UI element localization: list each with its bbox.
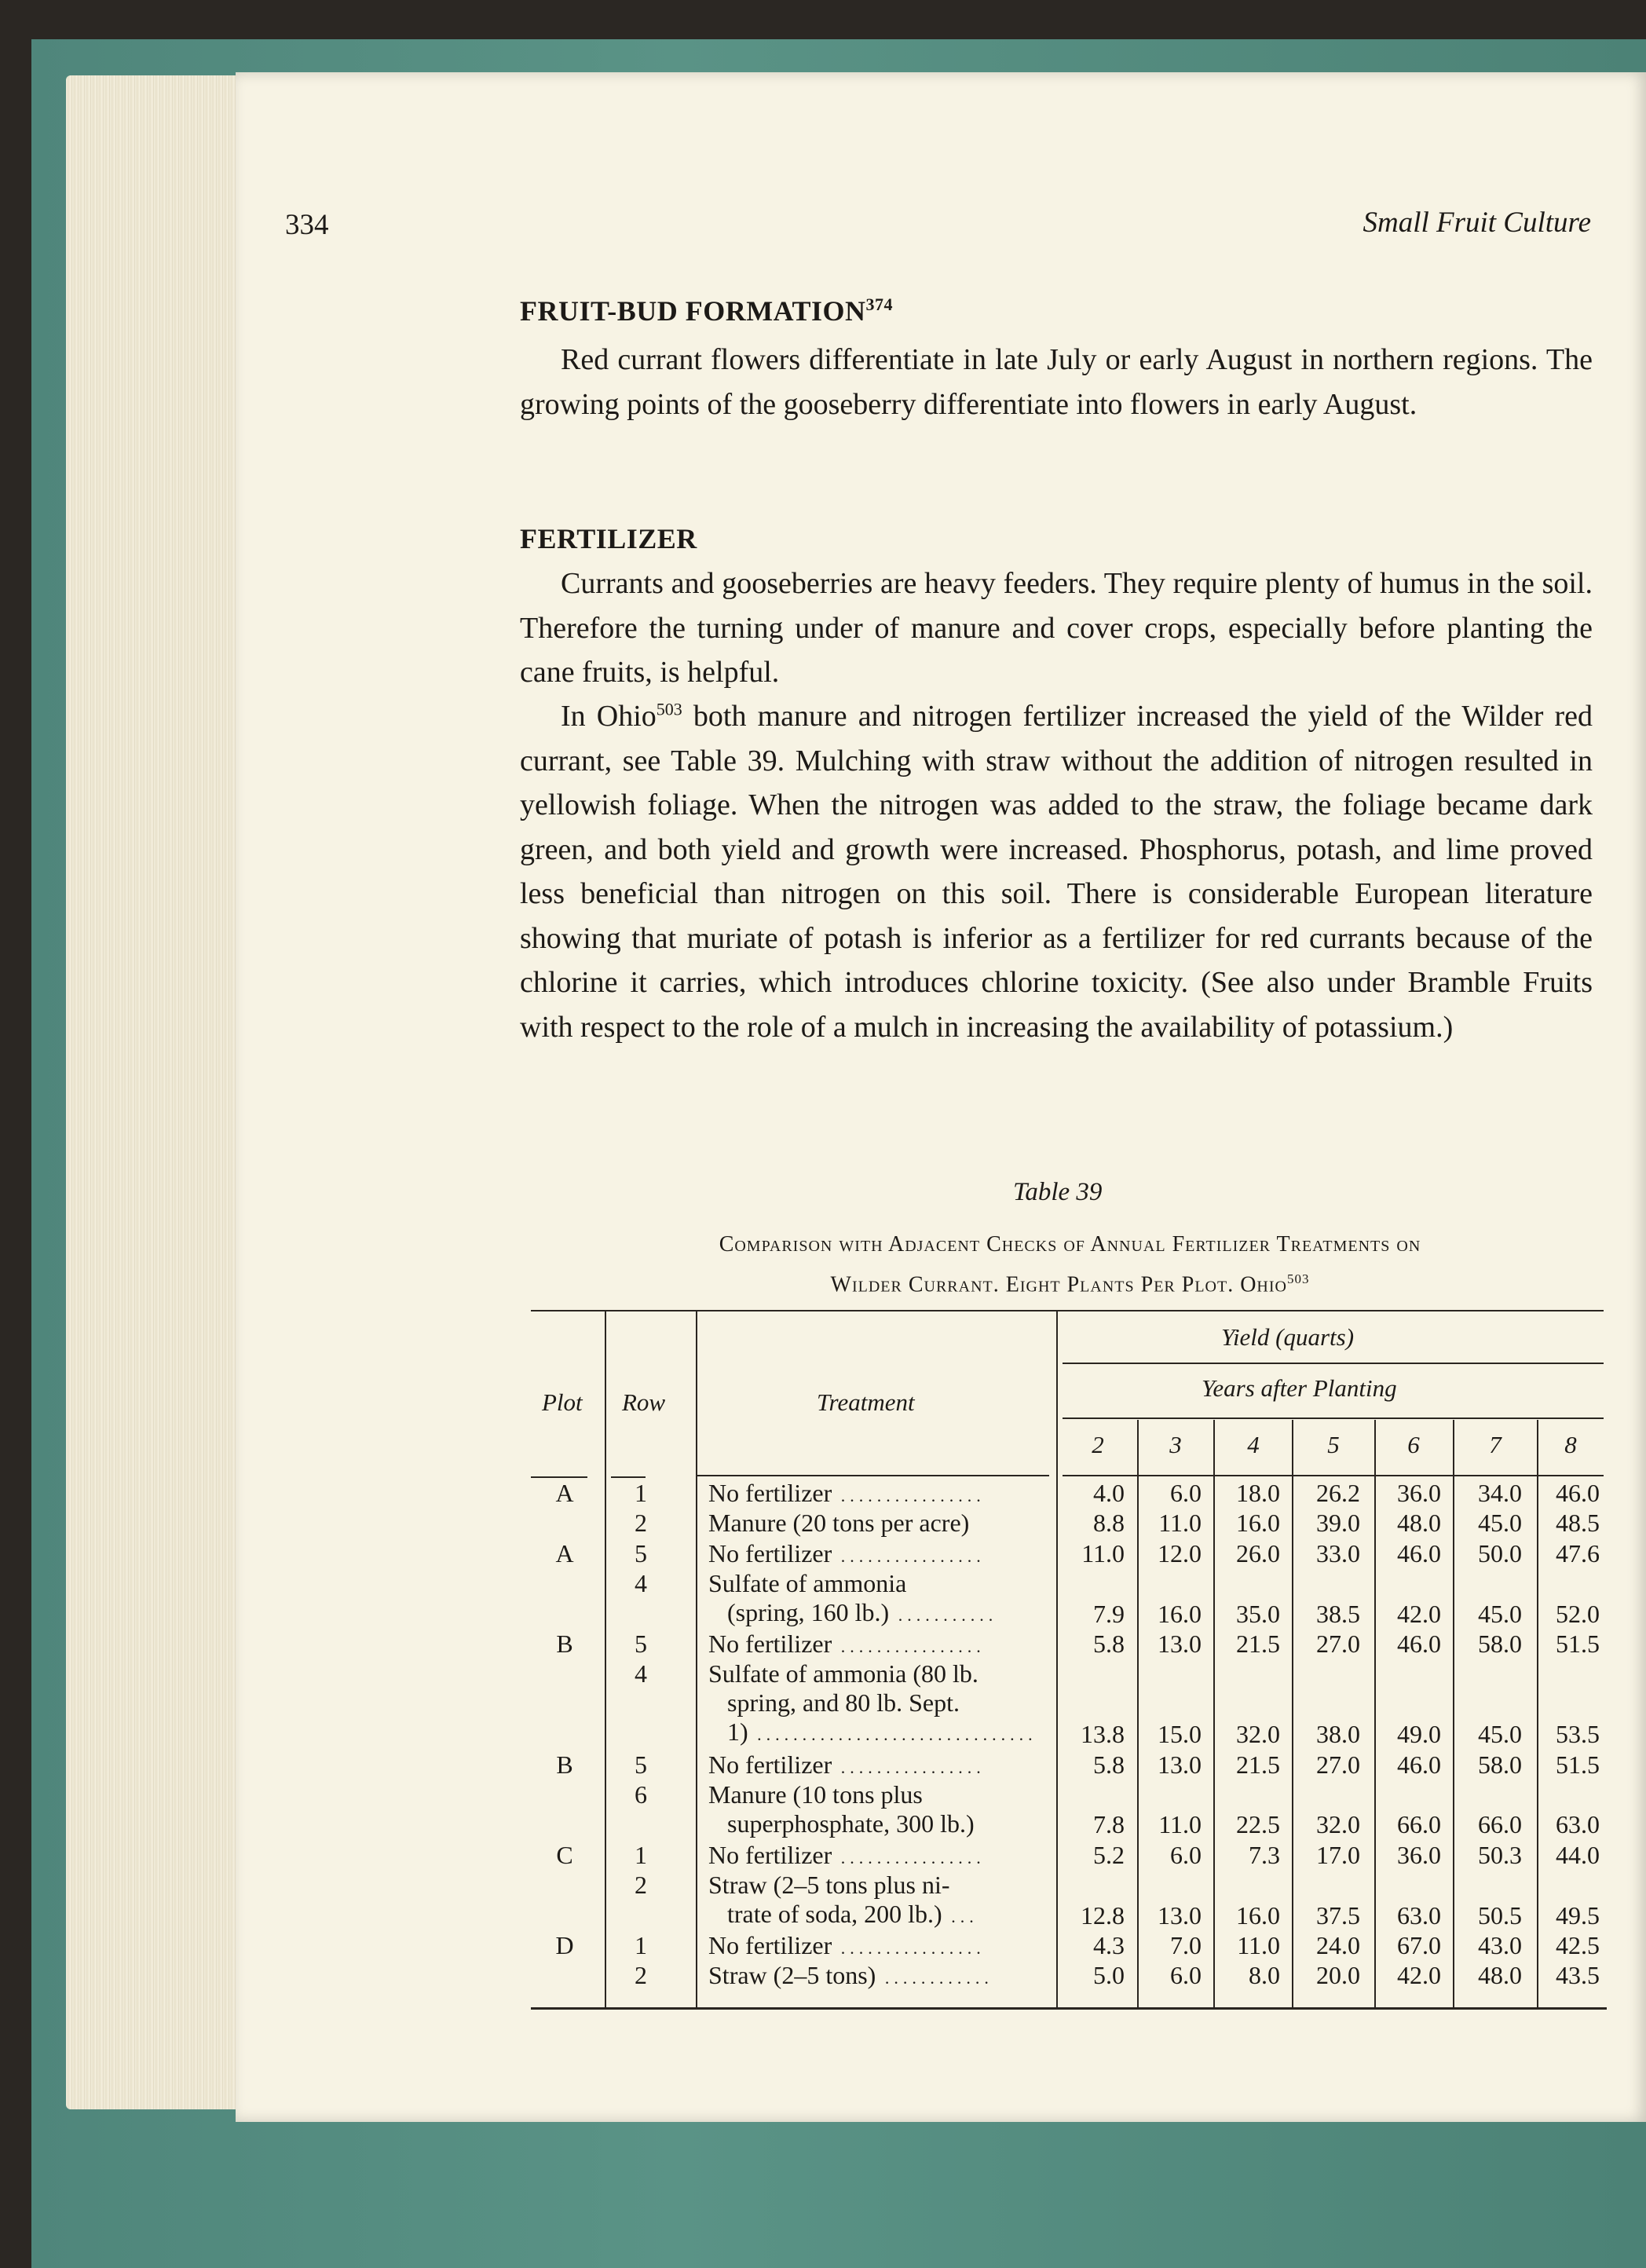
- yield-value-cell: 16.0: [1236, 1900, 1280, 1930]
- yield-value-cell: 5.8: [1093, 1750, 1125, 1779]
- yield-value-cell: 51.5: [1556, 1750, 1600, 1779]
- table-top-rule: [531, 1310, 1604, 1311]
- yield-value-cell: 35.0: [1236, 1599, 1280, 1628]
- yield-value-cell: 50.0: [1478, 1538, 1522, 1567]
- treatment-cell: [708, 1841, 1046, 1870]
- treatment-line: No fertilizer ................: [708, 1538, 986, 1567]
- yield-value-cell: 45.0: [1478, 1720, 1522, 1749]
- row-number-cell: 2: [635, 1509, 647, 1538]
- treatment-line: spring, and 80 lb. Sept.: [727, 1688, 960, 1717]
- yield-value-cell: 6.0: [1170, 1479, 1202, 1507]
- plot-cell: A: [555, 1538, 574, 1567]
- yield-value-cell: 4.0: [1093, 1479, 1125, 1507]
- yield-value-cell: 17.0: [1316, 1840, 1360, 1869]
- table-label: Table 39: [1013, 1178, 1103, 1206]
- yield-value-cell: 48.0: [1478, 1961, 1522, 1990]
- row-number-cell: 1: [635, 1479, 647, 1507]
- header-yield: Yield (quarts): [1221, 1323, 1355, 1351]
- table-caption: [550, 1227, 1590, 1302]
- yield-value-cell: 13.0: [1158, 1900, 1202, 1930]
- header-years: Years after Planting: [1202, 1374, 1397, 1402]
- treatment-cell: [708, 1780, 1046, 1838]
- col-header-row: Row: [622, 1388, 666, 1416]
- row-header-rule: [611, 1476, 646, 1478]
- year-header: 7: [1489, 1431, 1502, 1458]
- yield-value-cell: 45.0: [1478, 1599, 1522, 1628]
- yield-value-cell: 16.0: [1158, 1599, 1202, 1628]
- yield-value-cell: 6.0: [1170, 1961, 1202, 1990]
- yield-value-cell: 58.0: [1478, 1629, 1522, 1658]
- paragraph-fertilizer-1: Currants and gooseberries are heavy feeders. They require plenty of humus in the soil. Therefore the turning under of manure and cover crops, especially before planting the cane fruits, is helpful.: [520, 567, 1593, 689]
- yield-value-cell: 27.0: [1316, 1750, 1360, 1779]
- plot-cell: A: [555, 1479, 574, 1507]
- yield-value-cell: 67.0: [1397, 1930, 1441, 1959]
- treatment-line: Manure (20 tons per acre): [708, 1509, 970, 1538]
- row-number-cell: 4: [635, 1569, 647, 1598]
- yield-value-cell: 46.0: [1556, 1479, 1600, 1507]
- heading-fruit-bud-formation: FRUIT-BUD FORMATION$^{374}$: [520, 294, 894, 327]
- yield-value-cell: 42.0: [1397, 1961, 1441, 1990]
- yield-value-cell: 11.0: [1081, 1538, 1125, 1567]
- yield-value-cell: 63.0: [1397, 1900, 1441, 1930]
- yield-value-cell: 58.0: [1478, 1750, 1522, 1779]
- yield-rule: [1063, 1363, 1604, 1364]
- yield-value-cell: 22.5: [1236, 1810, 1280, 1839]
- yield-value-cell: 46.0: [1397, 1750, 1441, 1779]
- yield-value-cell: 12.0: [1158, 1538, 1202, 1567]
- yield-value-cell: 49.5: [1556, 1900, 1600, 1930]
- yield-value-cell: 45.0: [1478, 1509, 1522, 1538]
- plot-header-rule: [531, 1476, 587, 1478]
- row-number-cell: 6: [635, 1780, 647, 1809]
- treatment-line: No fertilizer ................: [708, 1629, 986, 1658]
- page-number: 334: [285, 209, 329, 241]
- col-header-plot: Plot: [542, 1388, 583, 1416]
- yield-value-cell: 36.0: [1397, 1479, 1441, 1507]
- col-header-treatment: Treatment: [817, 1388, 915, 1416]
- yield-value-cell: 13.0: [1158, 1629, 1202, 1658]
- yield-value-cell: 33.0: [1316, 1538, 1360, 1567]
- plot-cell: C: [556, 1840, 573, 1869]
- yield-value-cell: 5.2: [1093, 1840, 1125, 1869]
- yield-value-cell: 43.0: [1478, 1930, 1522, 1959]
- year-header: 3: [1169, 1431, 1182, 1458]
- treatment-line: Straw (2–5 tons) ............: [708, 1961, 993, 1990]
- treatment-line: Manure (10 tons plus: [708, 1780, 923, 1809]
- yield-value-cell: 46.0: [1397, 1629, 1441, 1658]
- yield-value-cell: 44.0: [1556, 1840, 1600, 1869]
- yield-value-cell: 39.0: [1316, 1509, 1360, 1538]
- treatment-header-rule: [697, 1475, 1049, 1476]
- yield-value-cell: 8.8: [1093, 1509, 1125, 1538]
- yield-value-cell: 38.5: [1316, 1599, 1360, 1628]
- yield-value-cell: 42.5: [1556, 1930, 1600, 1959]
- treatment-cell: [708, 1931, 1046, 1960]
- yield-value-cell: 24.0: [1316, 1930, 1360, 1959]
- row-number-cell: 5: [635, 1538, 647, 1567]
- year-header: 8: [1564, 1431, 1577, 1458]
- year-header: 6: [1407, 1431, 1420, 1458]
- table-vline: [696, 1311, 697, 2007]
- treatment-line: Straw (2–5 tons plus ni-: [708, 1871, 950, 1900]
- treatment-line: trate of soda, 200 lb.) ...: [727, 1900, 978, 1929]
- yield-value-cell: 50.3: [1478, 1840, 1522, 1869]
- row-number-cell: 2: [635, 1871, 647, 1900]
- running-title: Small Fruit Culture: [1363, 207, 1591, 239]
- yield-value-cell: 16.0: [1236, 1509, 1280, 1538]
- treatment-line: No fertilizer ................: [708, 1840, 986, 1869]
- treatment-cell: [708, 1659, 1046, 1747]
- row-number-cell: 5: [635, 1750, 647, 1779]
- treatment-cell: [708, 1539, 1046, 1568]
- yield-value-cell: 26.0: [1236, 1538, 1280, 1567]
- caption-line-1: Comparison with Adjacent Checks of Annual Fertilizer Treatments on: [719, 1232, 1421, 1257]
- yield-value-cell: 38.0: [1316, 1720, 1360, 1749]
- yield-value-cell: 51.5: [1556, 1629, 1600, 1658]
- yield-value-cell: 48.5: [1556, 1509, 1600, 1538]
- yield-value-cell: 50.5: [1478, 1900, 1522, 1930]
- yield-value-cell: 48.0: [1397, 1509, 1441, 1538]
- yield-value-cell: 63.0: [1556, 1810, 1600, 1839]
- yield-value-cell: 37.5: [1316, 1900, 1360, 1930]
- plot-cell: B: [556, 1750, 573, 1779]
- yield-value-cell: 7.8: [1093, 1810, 1125, 1839]
- yield-value-cell: 18.0: [1236, 1479, 1280, 1507]
- table-vline: [605, 1311, 606, 2007]
- treatment-line: 1) ...............................: [727, 1717, 1037, 1747]
- treatment-cell: [708, 1479, 1046, 1508]
- yield-value-cell: 66.0: [1478, 1810, 1522, 1839]
- treatment-cell: [708, 1630, 1046, 1659]
- treatment-line: Sulfate of ammonia (80 lb.: [708, 1659, 978, 1688]
- treatment-cell: [708, 1569, 1046, 1627]
- yield-value-cell: 4.3: [1093, 1930, 1125, 1959]
- yield-value-cell: 20.0: [1316, 1961, 1360, 1990]
- yield-value-cell: 5.0: [1093, 1961, 1125, 1990]
- yield-value-cell: 5.8: [1093, 1629, 1125, 1658]
- year-header: 4: [1247, 1431, 1260, 1458]
- yield-value-cell: 8.0: [1249, 1961, 1280, 1990]
- yield-value-cell: 6.0: [1170, 1840, 1202, 1869]
- row-number-cell: 1: [635, 1840, 647, 1869]
- yield-value-cell: 15.0: [1158, 1720, 1202, 1749]
- paragraph-fertilizer-2: In Ohio$^{503}$ both manure and nitrogen fertilizer increased the yield of the Wilder red currant, see Table 39. Mulching with straw without the addition of nitrogen resulted in yellowish foliage. When the nitrogen was added to the straw, the foliage became dark green, and both yield and growth were increased. Phosphorus, potash, and lime proved less beneficial than nitrogen on this soil. There is considerable European literature showing that muriate of potash is inferior as a fertilizer for red currants because of the chlorine it carries, which introduces chlorine toxicity. (See also under Bramble Fruits with respect to the role of a mulch in increasing the availability of potassium.): [520, 699, 1593, 1044]
- row-number-cell: 5: [635, 1629, 647, 1658]
- treatment-line: No fertilizer ................: [708, 1930, 986, 1959]
- treatment-line: No fertilizer ................: [708, 1479, 986, 1507]
- yield-value-cell: 36.0: [1397, 1840, 1441, 1869]
- yield-value-cell: 49.0: [1397, 1720, 1441, 1749]
- yield-value-cell: 21.5: [1236, 1629, 1280, 1658]
- yield-value-cell: 13.8: [1081, 1720, 1125, 1749]
- yield-value-cell: 66.0: [1397, 1810, 1441, 1839]
- year-header: 2: [1092, 1431, 1104, 1458]
- yield-value-cell: 12.8: [1081, 1900, 1125, 1930]
- treatment-line: (spring, 160 lb.) ...........: [727, 1598, 998, 1627]
- yield-value-cell: 21.5: [1236, 1750, 1280, 1779]
- yield-value-cell: 7.3: [1249, 1840, 1280, 1869]
- treatment-line: Sulfate of ammonia: [708, 1569, 907, 1598]
- yield-value-cell: 52.0: [1556, 1599, 1600, 1628]
- yield-value-cell: 27.0: [1316, 1629, 1360, 1658]
- treatment-cell: [708, 1961, 1046, 1990]
- row-number-cell: 2: [635, 1961, 647, 1990]
- yield-value-cell: 7.9: [1093, 1599, 1125, 1628]
- row-number-cell: 1: [635, 1930, 647, 1959]
- treatment-cell: [708, 1750, 1046, 1780]
- yield-value-cell: 43.5: [1556, 1961, 1600, 1990]
- paragraph-fruit-bud: Red currant flowers differentiate in late July or early August in northern regions. The growing points of the gooseberry differentiate into flowers in early August.: [520, 343, 1593, 421]
- yield-value-cell: 13.0: [1158, 1750, 1202, 1779]
- yield-value-cell: 7.0: [1170, 1930, 1202, 1959]
- yield-value-cell: 11.0: [1158, 1509, 1202, 1538]
- row-number-cell: 4: [635, 1659, 647, 1688]
- plot-cell: D: [555, 1930, 574, 1959]
- year-header: 5: [1327, 1431, 1340, 1458]
- yield-value-cell: 47.6: [1556, 1538, 1600, 1567]
- yield-value-cell: 26.2: [1316, 1479, 1360, 1507]
- yield-value-cell: 32.0: [1316, 1810, 1360, 1839]
- years-rule: [1063, 1418, 1604, 1419]
- heading-fertilizer: FERTILIZER: [520, 523, 697, 554]
- caption-line-2: Wilder Currant. Eight Plants Per Plot. Ohio$^{503}$: [830, 1271, 1310, 1297]
- plot-cell: B: [556, 1629, 573, 1658]
- treatment-cell: [708, 1871, 1046, 1929]
- yield-value-cell: 34.0: [1478, 1479, 1522, 1507]
- yield-value-cell: 46.0: [1397, 1538, 1441, 1567]
- year-cols-rule: [1063, 1475, 1604, 1476]
- table-bottom-rule: [531, 2007, 1607, 2010]
- yield-value-cell: 11.0: [1237, 1930, 1280, 1959]
- yield-value-cell: 32.0: [1236, 1720, 1280, 1749]
- treatment-cell: [708, 1509, 1046, 1538]
- yield-value-cell: 11.0: [1158, 1810, 1202, 1839]
- treatment-line: No fertilizer ................: [708, 1750, 986, 1779]
- treatment-line: superphosphate, 300 lb.): [727, 1809, 975, 1838]
- yield-value-cell: 53.5: [1556, 1720, 1600, 1749]
- yield-value-cell: 42.0: [1397, 1599, 1441, 1628]
